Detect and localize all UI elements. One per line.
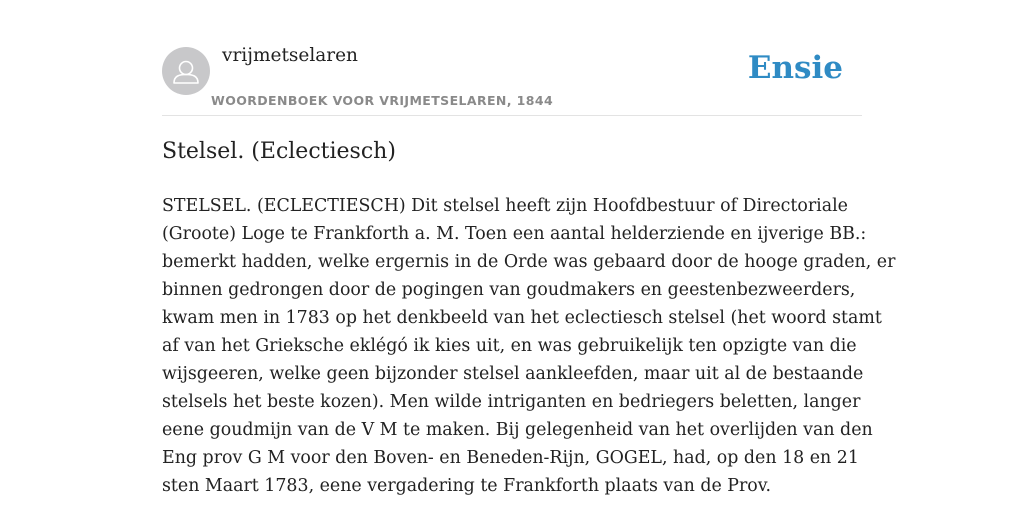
body-line: stelsels het beste kozen). Men wilde intriganten en bedriegers beletten, langer bbox=[162, 392, 861, 412]
header-divider bbox=[162, 115, 862, 116]
body-line: af van het Grieksche eklégó ik kies uit, en was gebruikelijk ten opzigte van die bbox=[162, 336, 857, 356]
body-line: wijsgeeren, welke geen bijzonder stelsel aankleefden, maar uit al de bestaande bbox=[162, 364, 864, 384]
body-line: eene goudmijn van de V M te maken. Bij gelegenheid van het overlijden van den bbox=[162, 420, 873, 440]
user-avatar-icon bbox=[162, 47, 210, 95]
source-dictionary[interactable]: WOORDENBOEK VOOR VRIJMETSELAREN, 1844 bbox=[211, 93, 554, 108]
article-body bbox=[162, 192, 896, 500]
body-line: (Groote) Loge te Frankforth a. M. Toen een aantal helderziende en ijverige BB.: bbox=[162, 224, 867, 244]
body-line: binnen gedrongen door de pogingen van goudmakers en geestenbezweerders, bbox=[162, 280, 856, 300]
body-line: kwam men in 1783 op het denkbeeld van het eclectiesch stelsel (het woord stamt bbox=[162, 308, 882, 328]
author-name[interactable]: vrijmetselaren bbox=[222, 45, 358, 66]
brand-logo-ensie[interactable]: Ensie bbox=[747, 50, 843, 86]
author-avatar[interactable] bbox=[162, 47, 210, 95]
body-line: bemerkt hadden, welke ergernis in de Orde was gebaard door de hooge graden, er bbox=[162, 252, 896, 272]
body-line: STELSEL. (ECLECTIESCH) Dit stelsel heeft zijn Hoofdbestuur of Directoriale bbox=[162, 196, 848, 216]
article-title: Stelsel. (Eclectiesch) bbox=[162, 139, 396, 164]
body-line: sten Maart 1783, eene vergadering te Frankforth plaats van de Prov. bbox=[162, 476, 772, 496]
body-line: Eng prov G M voor den Boven- en Beneden-Rijn, GOGEL, had, op den 18 en 21 bbox=[162, 448, 859, 468]
